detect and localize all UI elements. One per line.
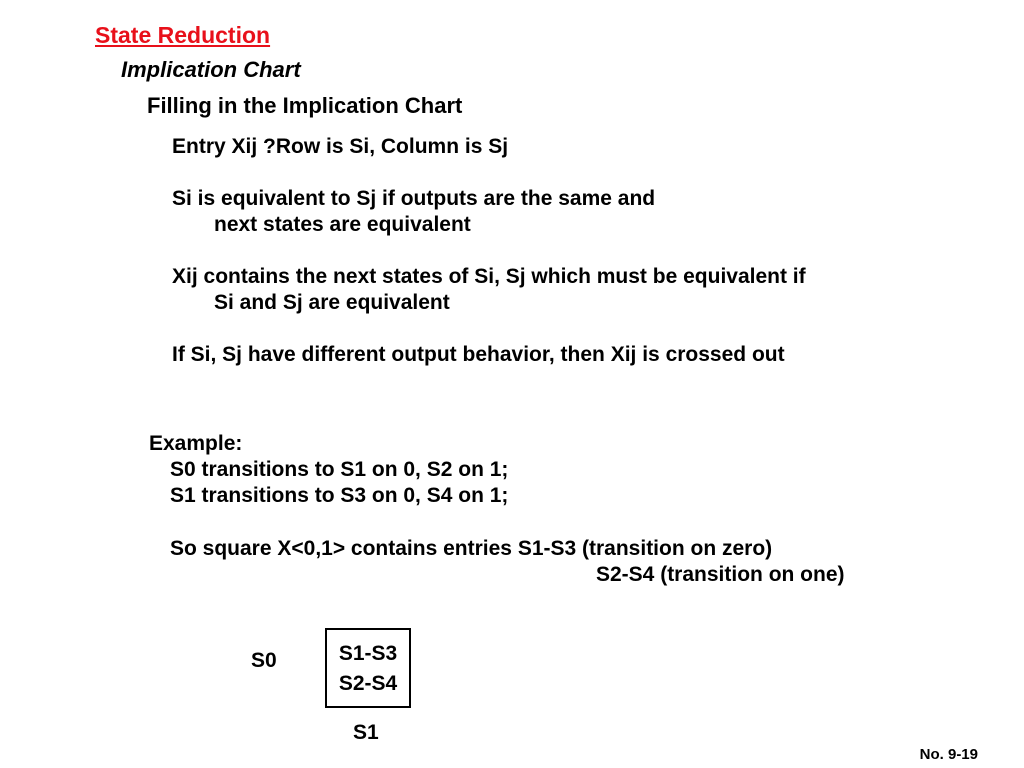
rule-next-states: Xij contains the next states of Si, Sj which must be equivalent if [172, 265, 806, 288]
rule-equivalence-continued: next states are equivalent [214, 213, 471, 236]
implication-chart-cell [325, 628, 411, 708]
example-line-s1: S1 transitions to S3 on 0, S4 on 1; [170, 484, 509, 507]
rule-entry-definition: Entry Xij ?Row is Si, Column is Sj [172, 135, 509, 158]
rule-equivalence: Si is equivalent to Sj if outputs are the same and [172, 187, 656, 210]
section-heading: Filling in the Implication Chart [147, 93, 463, 118]
example-square-entries-continued: S2-S4 (transition on one) [596, 563, 845, 586]
rule-crossed-out: If Si, Sj have different output behavior, then Xij is crossed out [172, 343, 785, 366]
chart-column-label: S1 [353, 721, 379, 744]
rule-next-states-continued: Si and Sj are equivalent [214, 291, 450, 314]
cell-entry-one: S2-S4 [338, 672, 398, 695]
example-label: Example: [149, 432, 243, 455]
chart-row-label: S0 [251, 649, 277, 672]
slide-title: State Reduction [95, 22, 271, 48]
example-square-entries: So square X<0,1> contains entries S1-S3 (transition on zero) [170, 537, 773, 560]
page-number: No. 9-19 [919, 746, 978, 763]
example-line-s0: S0 transitions to S1 on 0, S2 on 1; [170, 458, 509, 481]
slide-subtitle: Implication Chart [121, 57, 301, 82]
cell-entry-zero: S1-S3 [338, 642, 398, 665]
